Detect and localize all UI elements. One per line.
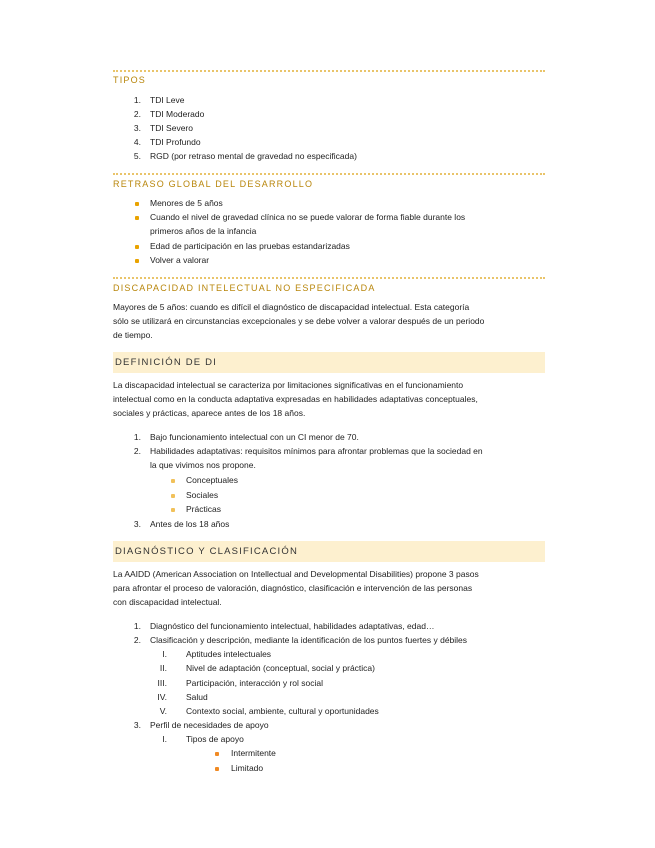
list-item: Bajo funcionamiento intelectual con un CI menor de 70. xyxy=(150,432,359,442)
paragraph-line: La discapacidad intelectual se caracteriza por limitaciones significativas en el funcionamiento xyxy=(113,380,464,390)
roman-list-item: Salud xyxy=(186,692,208,702)
bullet-icon xyxy=(171,479,175,483)
list-item: Antes de los 18 años xyxy=(150,519,230,529)
section-heading-retraso: RETRASO GLOBAL DEL DESARROLLO xyxy=(113,179,314,189)
divider xyxy=(113,277,545,279)
list-item: Volver a valorar xyxy=(150,255,210,265)
paragraph-line: Mayores de 5 años: cuando es difícil el diagnóstico de discapacidad intelectual. Esta categoría xyxy=(113,302,470,312)
bullet-icon xyxy=(135,245,139,249)
list-number: 5. xyxy=(133,151,141,161)
list-item: Diagnóstico del funcionamiento intelectual, habilidades adaptativas, edad… xyxy=(150,621,435,631)
roman-list-item: Contexto social, ambiente, cultural y oportunidades xyxy=(186,706,379,716)
divider xyxy=(113,70,545,72)
paragraph-line: para afrontar el proceso de valoración, diagnóstico, clasificación e intervención de las personas xyxy=(113,583,473,593)
paragraph-line: sólo se utilizará en circunstancias excepcionales y se debe volver a valorar después de un periodo xyxy=(113,316,485,326)
section-heading-diagnostico: DIAGNÓSTICO Y CLASIFICACIÓN xyxy=(115,546,299,557)
divider xyxy=(113,173,545,175)
paragraph-line: intelectual como en la conducta adaptativa expresadas en habilidades adaptativas conceptuales, xyxy=(113,394,478,404)
list-item: Menores de 5 años xyxy=(150,198,223,208)
list-number: 1. xyxy=(133,432,141,442)
paragraph-line: La AAIDD (American Association on Intellectual and Developmental Disabilities) propone 3 pasos xyxy=(113,569,479,579)
list-item: RGD (por retraso mental de gravedad no especificada) xyxy=(150,151,357,161)
section-heading-definicion: DEFINICIÓN DE DI xyxy=(115,357,218,368)
list-item: TDI Leve xyxy=(150,95,185,105)
section-band-definicion xyxy=(113,352,545,373)
sub-list-item: Conceptuales xyxy=(186,475,238,485)
bullet-icon xyxy=(135,216,139,220)
list-number: 3. xyxy=(133,519,141,529)
roman-list-item: Nivel de adaptación (conceptual, social y práctica) xyxy=(186,663,375,673)
section-heading-tipos: TIPOS xyxy=(113,75,147,85)
roman-list-item: Aptitudes intelectuales xyxy=(186,649,272,659)
paragraph-line: de tiempo. xyxy=(113,330,153,340)
list-number: 1. xyxy=(133,95,141,105)
bullet-icon xyxy=(171,508,175,512)
section-heading-no-especificada: DISCAPACIDAD INTELECTUAL NO ESPECIFICADA xyxy=(113,283,376,293)
list-number: 3. xyxy=(133,720,141,730)
bullet-icon xyxy=(135,202,139,206)
roman-number: I. xyxy=(162,649,167,659)
roman-list-item: Tipos de apoyo xyxy=(186,734,244,744)
list-item: Edad de participación en las pruebas estandarizadas xyxy=(150,241,350,251)
sub-list-item: Limitado xyxy=(231,763,264,773)
roman-number: III. xyxy=(157,678,167,688)
sub-list-item: Sociales xyxy=(186,490,219,500)
list-item: TDI Severo xyxy=(150,123,193,133)
list-item: TDI Moderado xyxy=(150,109,205,119)
roman-number: I. xyxy=(162,734,167,744)
list-number: 2. xyxy=(133,109,141,119)
list-item: TDI Profundo xyxy=(150,137,201,147)
list-number: 4. xyxy=(133,137,141,147)
list-item: Clasificación y descripción, mediante la identificación de los puntos fuertes y débiles xyxy=(150,635,468,645)
roman-number: IV. xyxy=(157,692,167,702)
section-band-diagnostico xyxy=(113,541,545,562)
roman-number: V. xyxy=(159,706,167,716)
bullet-icon xyxy=(215,752,219,756)
list-item: Perfil de necesidades de apoyo xyxy=(150,720,269,730)
list-number: 2. xyxy=(133,446,141,456)
sub-list-item: Intermitente xyxy=(231,748,276,758)
bullet-icon xyxy=(215,767,219,771)
roman-number: II. xyxy=(159,663,167,673)
list-number: 3. xyxy=(133,123,141,133)
list-number: 1. xyxy=(133,621,141,631)
list-item: Cuando el nivel de gravedad clínica no se puede valorar de forma fiable durante los xyxy=(150,212,466,222)
paragraph-line: con discapacidad intelectual. xyxy=(113,597,222,607)
bullet-icon xyxy=(171,494,175,498)
bullet-icon xyxy=(135,259,139,263)
list-number: 2. xyxy=(133,635,141,645)
sub-list-item: Prácticas xyxy=(186,504,221,514)
list-item-continued: la que vivimos nos propone. xyxy=(150,460,256,470)
list-item-continued: primeros años de la infancia xyxy=(150,226,257,236)
paragraph-line: sociales y prácticas, aparece antes de los 18 años. xyxy=(113,408,306,418)
list-item: Habilidades adaptativas: requisitos mínimos para afrontar problemas que la sociedad en xyxy=(150,446,483,456)
roman-list-item: Participación, interacción y rol social xyxy=(186,678,324,688)
